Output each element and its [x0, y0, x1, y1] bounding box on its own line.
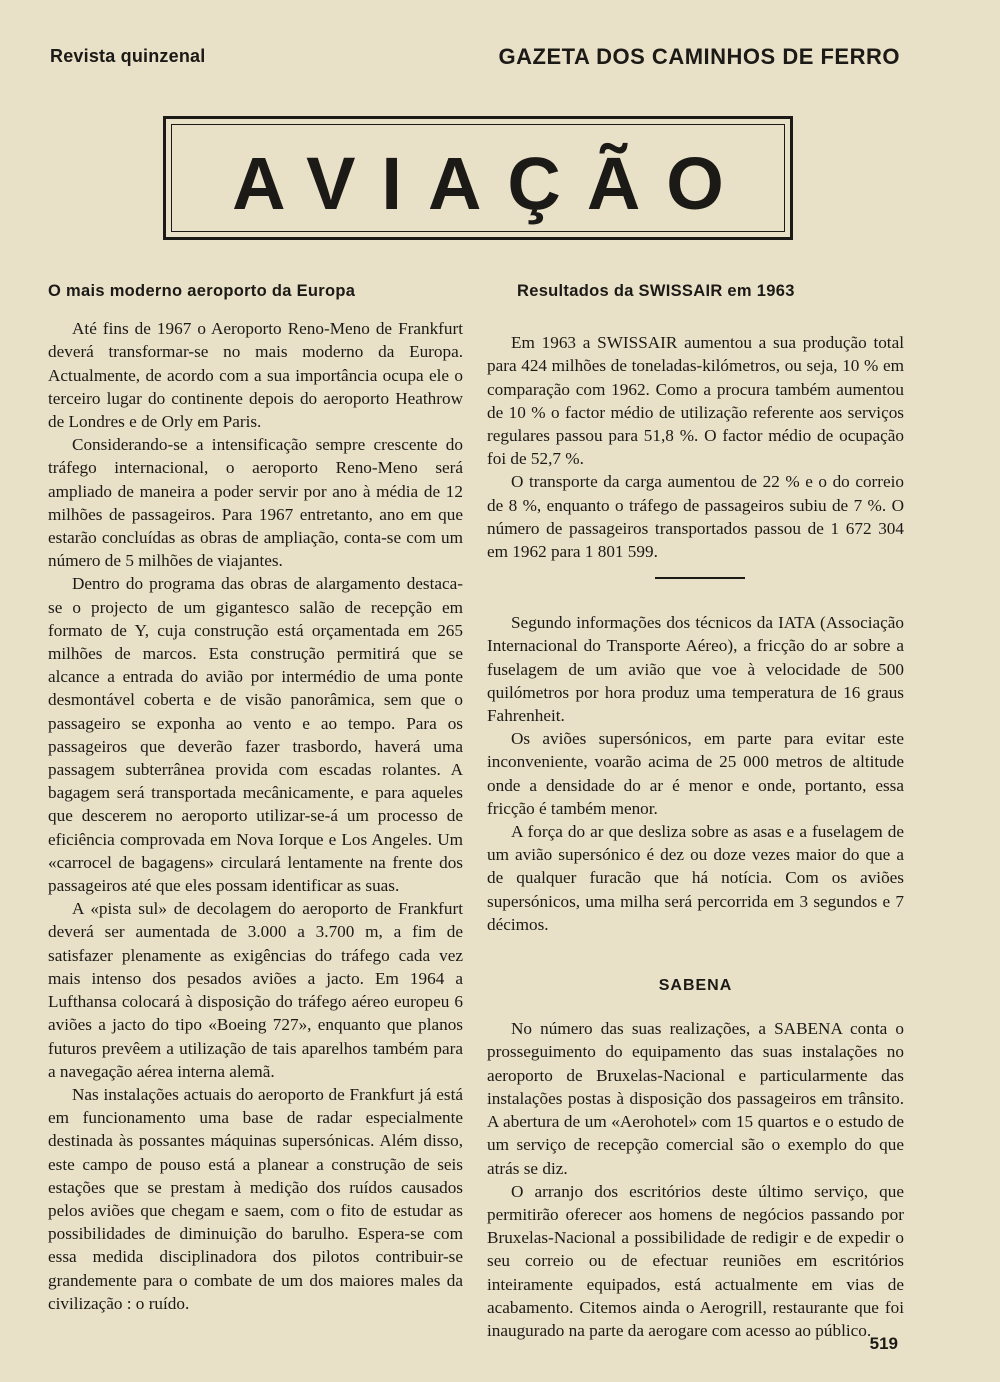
paragraph: Considerando-se a intensificação sempre crescente do tráfego internacional, o aeroporto Reno-Meno será ampliado de maneira a poder servir por ano à média de 12 milhões de passageiros. Para 1967 entretanto, ano em que estarão concluídas as obras de ampliação, conta-se com um número de 5 milhões de viajantes.: [48, 435, 463, 571]
paragraph: Nas instalações actuais do aeroporto de Frankfurt já está em funcionamento uma base de radar especialmente destinada às possantes máquinas supersónicas. Além disso, este campo de pouso está a planear a construção de seis estações que se prestam à medição dos ruídos causados pelos aviões que chegam e saem, com o fito de estudar as possibilidades de diminuição do barulho. Espera-se com essa medida disciplinadora dos pilotos contribuir-se grandemente para o combate de um dos maiores males da civilização : o ruído.: [48, 1084, 463, 1313]
spacer: [487, 317, 904, 331]
paragraph: O arranjo dos escritórios deste último serviço, que permitirão oferecer aos homens de negócios passando por Bruxelas-Nacional a possibilidade de redigir e de expedir o seu correio ou de efectuar reuniões em escritórios inteiramente equipados, está actualmente em vias de acabamento. Citemos ainda o Aerogrill, restaurante que foi inaugurado na parte da aerogare com acesso ao público.: [487, 1181, 904, 1340]
page-number: 519: [869, 1334, 898, 1353]
paragraph: Em 1963 a SWISSAIR aumentou a sua produção total para 424 milhões de toneladas-kilómetros, ou seja, 10 % em comparação com 1962. Como a procura também aumentou de 10 % o factor médio de utilização referente aos serviços regulares passou para 51,8 %. O factor médio de ocupação foi de 52,7 %.: [487, 333, 904, 469]
left-column: [48, 280, 463, 1315]
paragraph: Até fins de 1967 o Aeroporto Reno-Meno de Frankfurt deverá transformar-se no mais moderno da Europa. Actualmente, de acordo com a sua importância ocupa ele o terceiro lugar do continente depois do aeroporto Heathrow de Londres e de Orly em Paris.: [48, 319, 463, 432]
paragraph: A «pista sul» de decolagem do aeroporto de Frankfurt deverá ser aumentada de 3.000 a 3.700 m, a fim de satisfazer plenamente as exigências do tráfego cada vez mais intenso dos pesados aviões a jacto. Em 1964 a Lufthansa colocará à disposição do tráfego aéreo europeu 6 aviões a jacto do tipo «Boeing 727», enquanto que planos futuros prevêem a utilização de tais aparelhos também para a navegação aérea interna alemã.: [48, 899, 463, 1081]
section-divider: [655, 577, 745, 579]
article-heading-swissair: Resultados da SWISSAIR em 1963: [517, 282, 795, 300]
paragraph: Segundo informações dos técnicos da IATA (Associação Internacional do Transporte Aéreo), a fricção do ar sobre a fuselagem de um avião que voe à velocidade de 500 quilómetros por hora produz uma temperatura de 16 graus Fahrenheit.: [487, 613, 904, 726]
article-heading-sabena: SABENA: [658, 977, 733, 995]
paragraph: Dentro do programa das obras de alargamento destaca-se o projecto de um gigantesco salão de recepção em formato de Y, cuja construção está orçamentada em 265 milhões de marcos. Esta construção permitirá que se alcance a entrada do avião por intermédio de uma ponte desmontável coberta e de visão panorâmica, sem que o passageiro se exponha ao vento e ao tempo. Para os passageiros que deverão fazer trasbordo, haverá uma passagem subterrânea provida com escadas rolantes. A bagagem será transportada mecânicamente, e para aqueles que descerem no aeroporto utilizar-se-á um processo de eficiência comprovada em Nova Iorque e Los Angeles. Um «carrocel de bagagens» circulará lentamente na frente dos passageiros até que eles possam identificar as suas.: [48, 574, 463, 896]
publication-frequency: Revista quinzenal: [50, 46, 206, 66]
paragraph: Os aviões supersónicos, em parte para evitar este inconveniente, voarão acima de 25 000 metros de altitude onde a densidade do ar é menor e onde, portanto, essa fricção é também menor.: [487, 729, 904, 818]
paragraph: A força do ar que desliza sobre as asas e a fuselagem de um avião supersónico é dez ou doze vezes maior do que a de qualquer furacão que há notícia. Com os aviões supersónicos, uma milha será percorrida em 3 segundos e 7 décimos.: [487, 822, 904, 934]
section-title: AVIAÇÃO: [232, 142, 750, 225]
article-heading-frankfurt: O mais moderno aeroporto da Europa: [48, 282, 356, 300]
publication-title: GAZETA DOS CAMINHOS DE FERRO: [498, 44, 900, 69]
right-column: [487, 280, 904, 1342]
section-title-box: [163, 116, 793, 240]
paragraph: O transporte da carga aumentou de 22 % e o do correio de 8 %, enquanto o tráfego de passageiros subiu de 7 %. O número de passageiros transportados passou de 1 672 304 em 1962 para 1 801 599.: [487, 472, 904, 562]
paragraph: No número das suas realizações, a SABENA conta o prosseguimento do equipamento das suas instalações no aeroporto de Bruxelas-Nacional e particularmente das instalações postas à disposição dos passageiros em trânsito. A abertura de um «Aerohotel» com 15 quartos e o estudo de um serviço de recepção comercial são o exemplo do que atrás se diz.: [487, 1019, 904, 1178]
